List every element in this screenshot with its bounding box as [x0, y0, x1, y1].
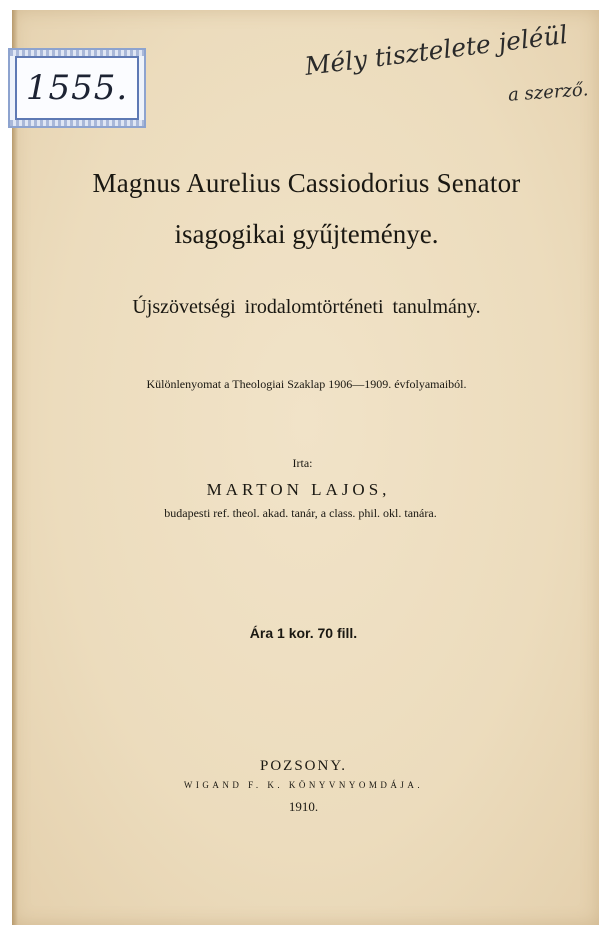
library-label [8, 48, 146, 128]
author-name: MARTON LAJOS, [206, 480, 391, 499]
author-affiliation: budapesti ref. theol. akad. tanár, a class. phil. okl. tanára. [164, 506, 437, 520]
library-label-inner [15, 56, 139, 120]
imprint-city: POZSONY. [260, 758, 347, 774]
dedication-line-1: Mély tisztelete jeléül [303, 19, 570, 82]
title-line-2: isagogikai gyűjteménye. [174, 219, 439, 249]
label-stripe-bottom [10, 120, 144, 126]
reprint-note: Különlenyomat a Theologiai Szaklap 1906—1909. évfolyamaiból. [146, 377, 467, 391]
dedication-line-2: a szerző. [507, 79, 590, 106]
library-number: 1555. [25, 68, 129, 108]
price: Ára 1 kor. 70 fill. [249, 625, 358, 641]
author-by-label: Irta: [292, 456, 313, 470]
imprint-printer: WIGAND F. K. KÖNYVNYOMDÁJA. [183, 780, 424, 790]
subtitle: Újszövetségi irodalomtörténeti tanulmány. [132, 296, 481, 318]
imprint-year: 1910. [288, 799, 319, 814]
title-line-1: Magnus Aurelius Cassiodorius Senator [92, 168, 521, 198]
